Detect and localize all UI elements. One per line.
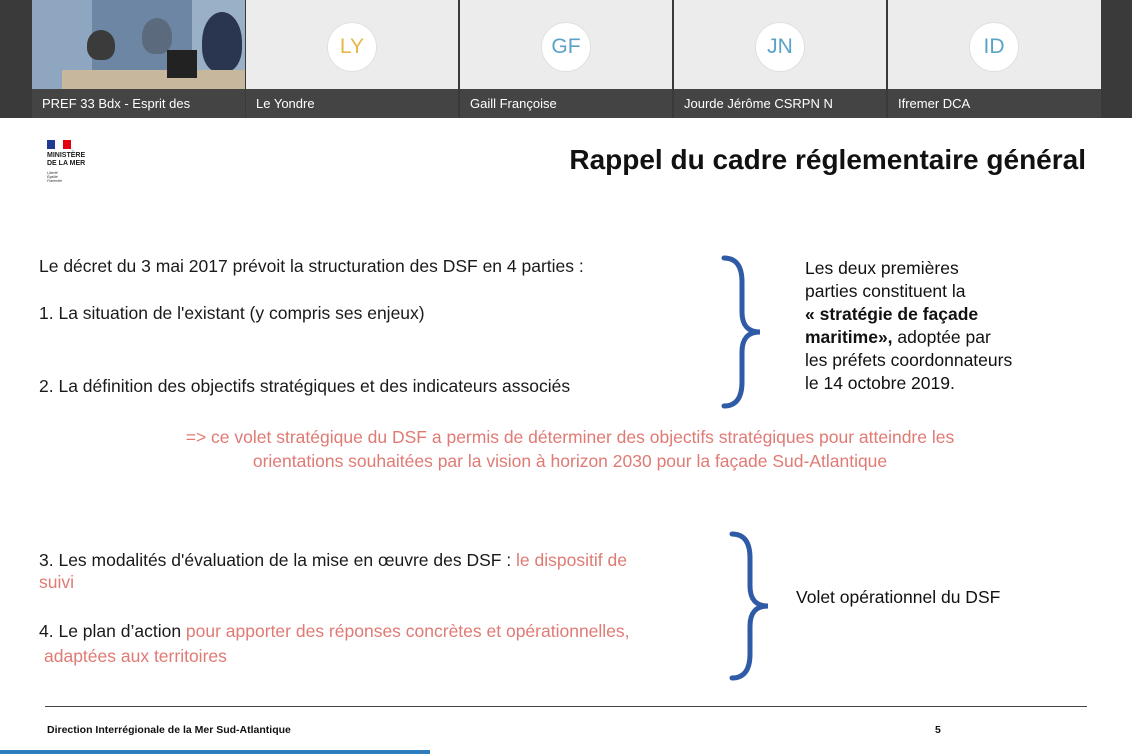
strategic-note-line: orientations souhaitées par la vision à horizon 2030 pour la façade Sud-Atlantique [252,451,888,471]
footer-divider [45,706,1087,707]
participant-tile[interactable] [460,0,672,118]
progress-bar [0,750,430,754]
strategy-note-line: les préfets coordonnateurs [805,350,1013,370]
list-item-4-text: 4. Le plan d’action [39,621,186,641]
logo-motto: Fraternité [47,179,62,183]
participant-name: Le Yondre [246,89,458,118]
video-person [87,30,115,60]
intro-text: Le décret du 3 mai 2017 prévoit la structuration des DSF en 4 parties : [39,256,584,276]
operational-note: Volet opérationnel du DSF [796,587,1001,607]
video-person [202,12,242,72]
logo-line1: MINISTÈRE [47,152,86,159]
strategy-note [805,257,1012,395]
strategy-note-line [805,326,1012,349]
participant-name: Jourde Jérôme CSRPN N [674,89,886,118]
participant-tile-video[interactable] [32,0,245,118]
list-item-4-continuation: adaptées aux territoires [44,646,227,666]
list-item-3 [39,548,627,572]
logo-line2: DE LA MER [47,160,86,167]
slide-title: Rappel du cadre réglementaire général [569,144,1086,175]
list-item-4-highlight: pour apporter des réponses concrètes et opérationnelles, [185,621,630,641]
participant-name: Ifremer DCA [888,89,1101,118]
participant-tile[interactable] [674,0,886,118]
participant-tile[interactable] [888,0,1101,118]
curly-brace-icon [726,530,776,682]
list-item-3-highlight: le dispositif de [516,550,627,570]
strategy-note-line: parties constituent la [805,281,966,301]
participant-avatar: ID [969,22,1019,72]
participant-name: Gaill Françoise [460,89,672,118]
participant-name: PREF 33 Bdx - Esprit des [32,89,245,118]
shared-slide [0,118,1132,754]
participant-avatar: GF [541,22,591,72]
list-item-4 [39,621,630,642]
participant-strip [0,0,1132,118]
flag-blue [47,140,55,149]
participant-avatar: LY [327,22,377,72]
list-item-2: 2. La définition des objectifs stratégiques et des indicateurs associés [39,376,571,396]
strategy-note-line: Les deux premières [805,258,959,278]
curly-brace-icon [718,254,768,410]
list-item-3-text: 3. Les modalités d'évaluation de la mise en œuvre des DSF : [39,550,517,570]
list-item-1: 1. La situation de l'existant (y compris ses enjeux) [39,303,425,323]
strategy-note-line: « stratégie de façade [805,304,979,324]
strategy-note-bold: maritime», [805,327,893,347]
participant-avatar: JN [755,22,805,72]
video-table [62,70,245,90]
logo-motto: Liberté [47,171,58,175]
strategy-note-line: le 14 octobre 2019. [805,373,955,393]
flag-white [55,140,63,149]
logo-motto: Égalité [47,175,58,179]
strategic-note-line: => ce volet stratégique du DSF a permis de déterminer des objectifs stratégiques pour atteindre les [185,427,955,447]
page-number: 5 [935,724,941,736]
video-laptop [167,50,197,78]
strategic-note [90,425,1050,473]
list-item-3-continuation: suivi [39,572,75,592]
video-person [142,18,172,54]
footer-organization: Direction Interrégionale de la Mer Sud-Atlantique [47,724,291,736]
flag-red [63,140,71,149]
strip-scroll-area[interactable] [1102,0,1132,118]
participant-tile[interactable] [246,0,458,118]
ministry-logo [47,140,107,190]
strategy-note-text: adoptée par [892,327,991,347]
